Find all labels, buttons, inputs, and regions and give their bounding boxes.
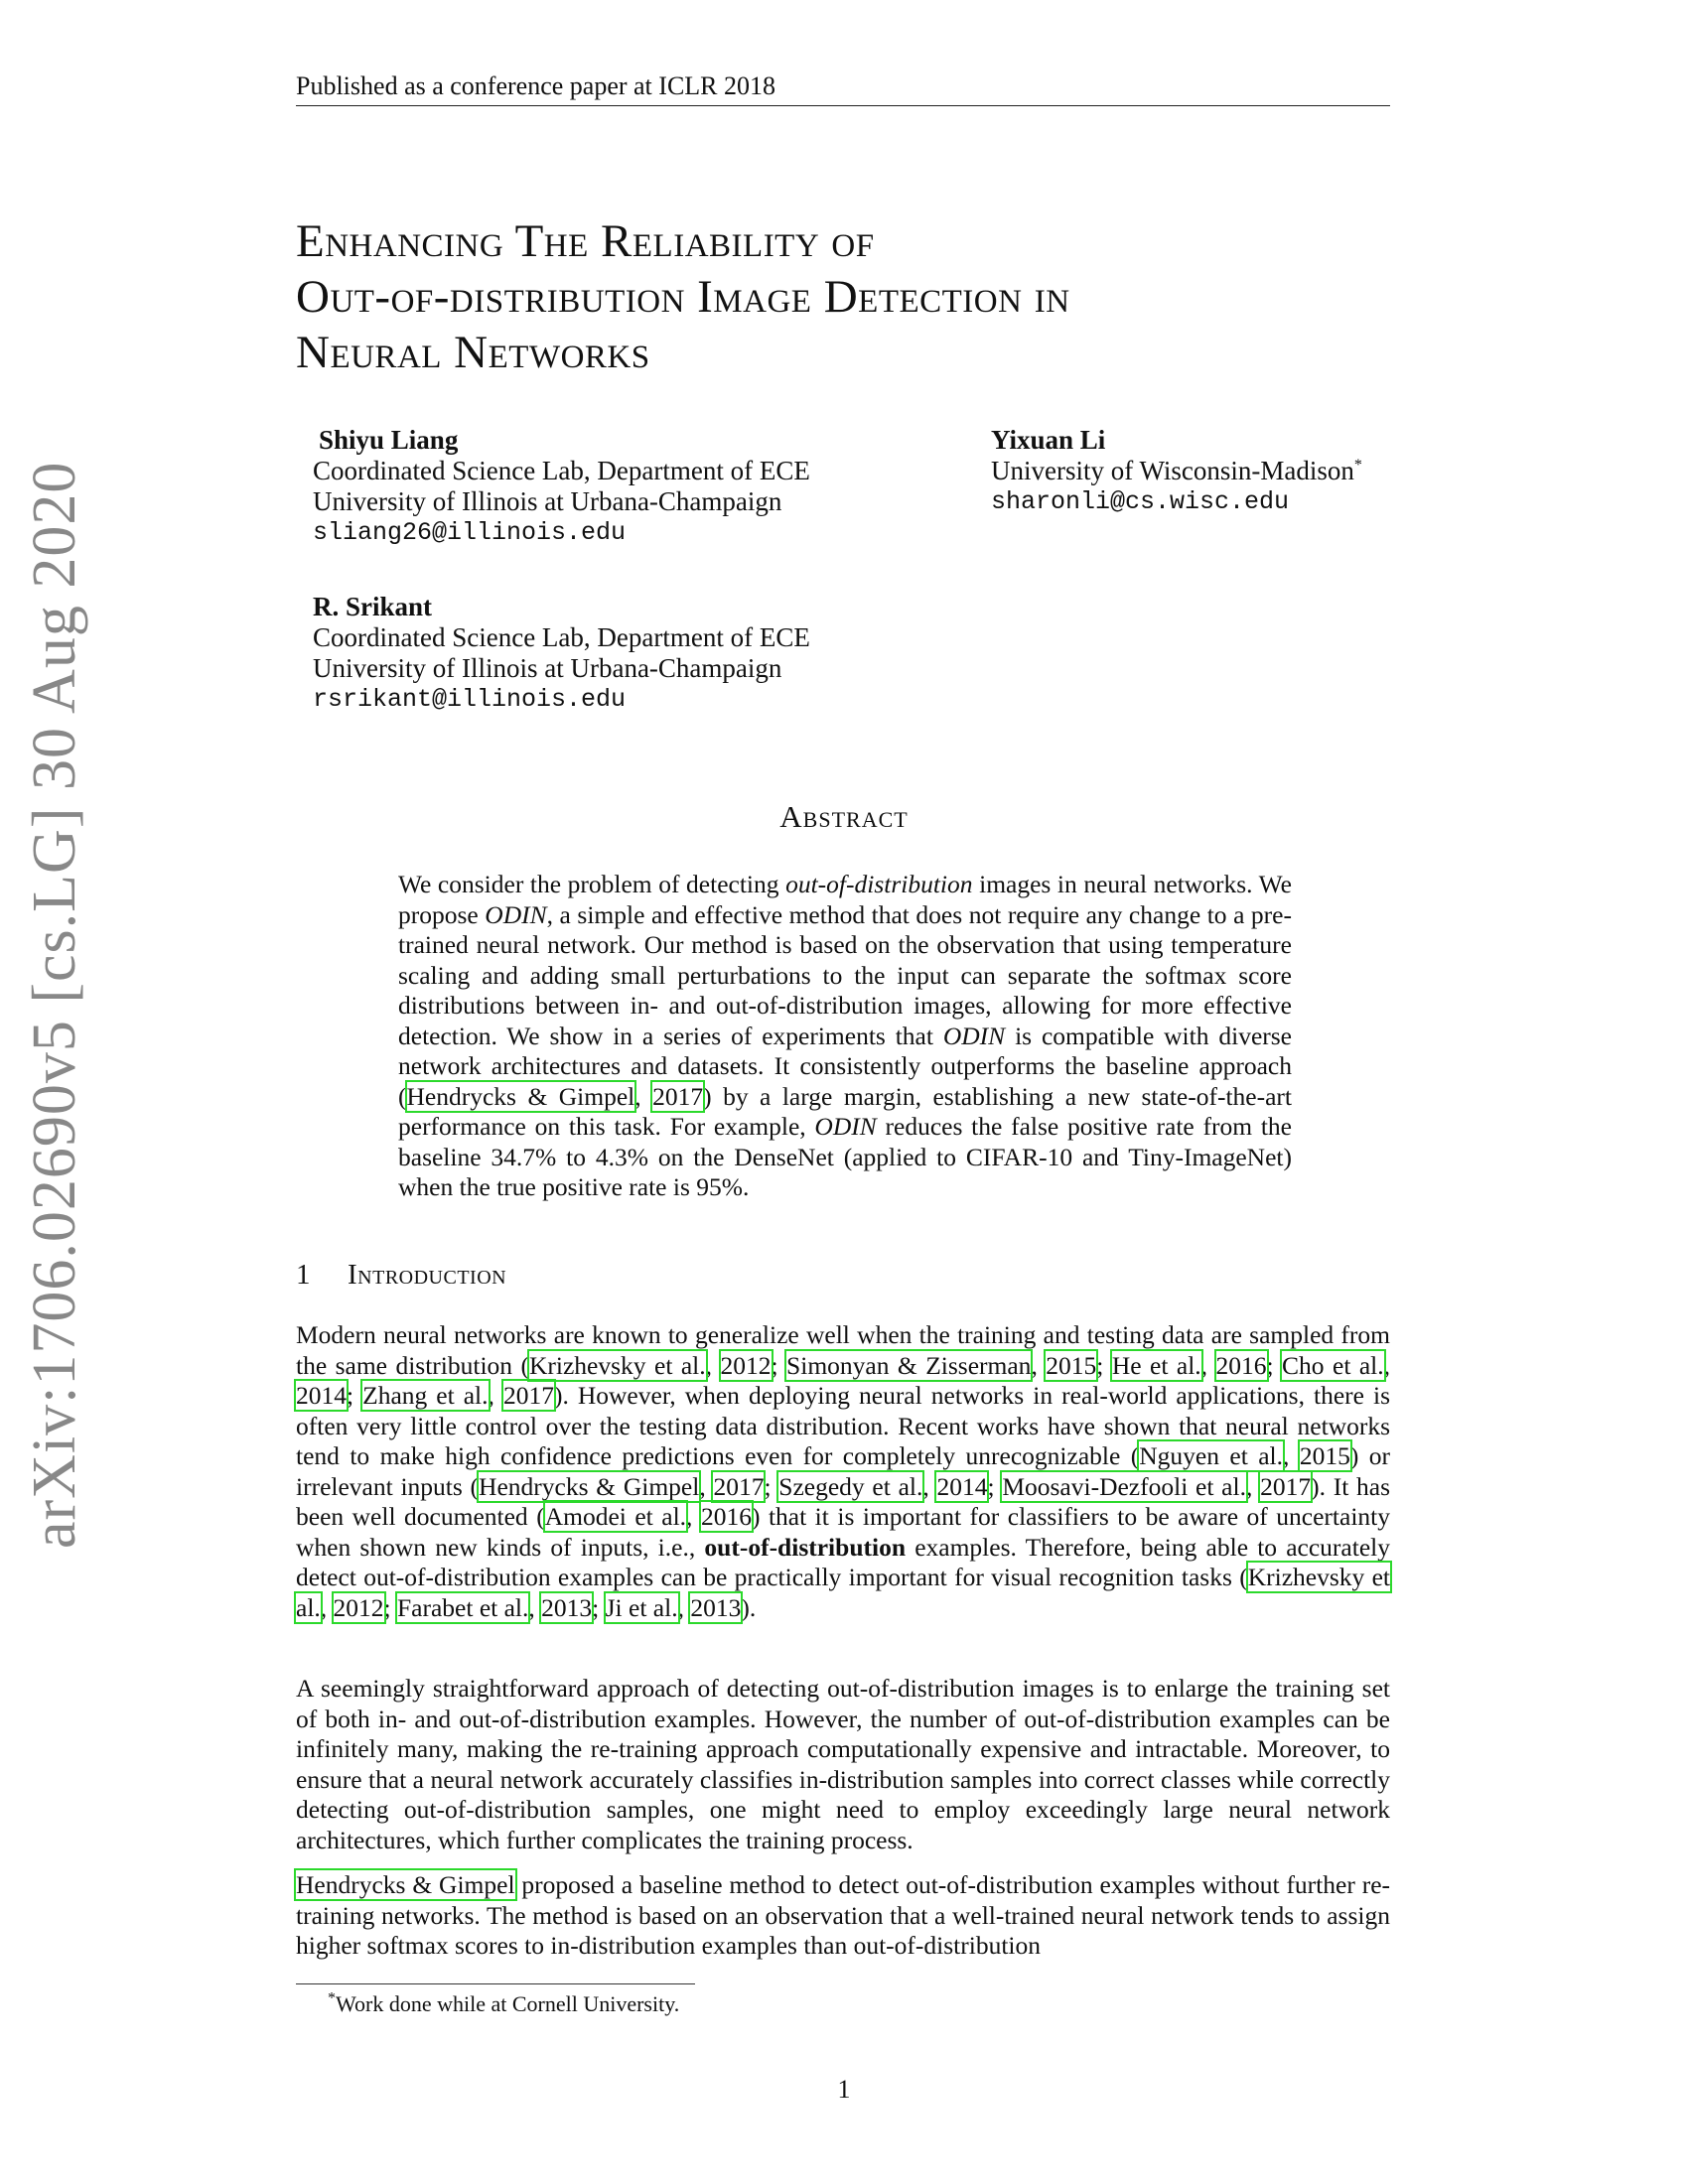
footnote-rule <box>296 1983 695 1984</box>
citation-link[interactable]: Moosavi-Dezfooli et al. <box>1002 1471 1246 1501</box>
author-name: Shiyu Liang <box>319 425 459 455</box>
footnote-marker[interactable]: * <box>1353 457 1362 474</box>
citation-link[interactable]: Simonyan & Zisserman <box>786 1350 1032 1380</box>
author-affiliation: Coordinated Science Lab, Department of ECE <box>313 622 810 652</box>
citation-link[interactable]: 2012 <box>333 1592 384 1622</box>
citation-link[interactable]: 2012 <box>720 1350 772 1380</box>
citation-link[interactable]: Ji et al. <box>605 1592 678 1622</box>
citation-link[interactable]: Hendrycks & Gimpel <box>406 1081 635 1111</box>
citation-link[interactable]: Szegedy et al. <box>778 1471 923 1501</box>
citation-link[interactable]: 2016 <box>700 1502 752 1531</box>
citation-link[interactable]: 2016 <box>1215 1350 1267 1380</box>
author-email[interactable]: sharonli@cs.wisc.edu <box>991 487 1290 516</box>
title-line-1: Enhancing The Reliability of <box>296 215 875 267</box>
abstract-body: We consider the problem of detecting out-of-distribution images in neural networks. We propose ODIN, a simple and effective method that does not require any change to a pre-trained neural network. Our method is based on the observation that using temperature scaling and adding small perturbations to the input can separate the softmax score distributions between in- and out-of-distribution images, allowing for more effective detection. We show in a series of experiments that ODIN is compatible with diverse network architectures and datasets. It consistently outperforms the baseline approach (Hendrycks & Gimpel, 2017) by a large margin, establishing a new state-of-the-art performance on this task. For example, ODIN reduces the false positive rate from the baseline 34.7% to 4.3% on the DenseNet (applied to CIFAR-10 and Tiny-ImageNet) when the true positive rate is 95%. <box>398 870 1293 1201</box>
author-name: R. Srikant <box>313 592 433 621</box>
citation-link[interactable]: 2017 <box>1260 1471 1312 1501</box>
author-affiliation: University of Illinois at Urbana-Champaign <box>313 653 782 683</box>
citation-link[interactable]: 2017 <box>652 1081 704 1111</box>
author-email[interactable]: sliang26@illinois.edu <box>313 518 627 547</box>
citation-link[interactable]: 2013 <box>541 1592 593 1622</box>
footnote-marker: * <box>328 1989 336 2007</box>
citation-link[interactable]: 2015 <box>1046 1350 1097 1380</box>
citation-link[interactable]: 2014 <box>296 1381 347 1410</box>
title-line-2: Out-of-distribution Image Detection in <box>296 271 1070 323</box>
paper-title <box>296 213 1390 380</box>
citation-link[interactable]: Zhang et al. <box>362 1381 489 1410</box>
title-line-3: Neural Networks <box>296 327 650 378</box>
section-heading-introduction: 1 Introduction <box>296 1259 507 1291</box>
author-affiliation: University of Illinois at Urbana-Champaign <box>313 486 782 516</box>
running-header: Published as a conference paper at ICLR 2018 <box>296 69 1390 106</box>
page-number: 1 <box>837 2075 851 2104</box>
citation-link[interactable]: Amodei et al. <box>544 1502 687 1531</box>
intro-paragraph-1: Modern neural networks are known to generalize well when the training and testing data are sampled from the same distribution (Krizhevsky et al., 2012; Simonyan & Zisserman, 2015; He et al., 2016; Cho et al., 2014; Zhang et al., 2017). However, when deploying neural networks in real-world applications, there is often very little control over the testing data distribution. Recent works have shown that neural networks tend to make high confidence predictions even for completely unrecognizable (Nguyen et al., 2015) or irrelevant inputs (Hendrycks & Gimpel, 2017; Szegedy et al., 2014; Moosavi-Dezfooli et al., 2017). It has been well documented (Amodei et al., 2016) that it is important for classifiers to be aware of uncertainty when shown new kinds of inputs, i.e., out-of-distribution examples. Therefore, being able to accurately detect out-of-distribution examples can be practically important for visual recognition tasks (Krizhevsky et al., 2012; Farabet et al., 2013; Ji et al., 2013). <box>296 1320 1391 1622</box>
citation-link[interactable]: 2017 <box>502 1381 554 1410</box>
intro-paragraph-2: A seemingly straightforward approach of detecting out-of-distribution images is to enlarge the training set of both in- and out-of-distribution examples. However, the number of out-of-distribution examples can be infinitely many, making the re-training approach computationally expensive and intractable. Moreover, to ensure that a neural network accurately classifies in-distribution samples into correct classes while correctly detecting out-of-distribution samples, one might need to employ exceedingly large neural network architectures, which further complicates the training process. <box>296 1674 1390 1854</box>
author-email[interactable]: rsrikant@illinois.edu <box>313 685 627 714</box>
citation-link[interactable]: 2013 <box>690 1592 742 1622</box>
citation-link[interactable]: Farabet et al. <box>397 1592 529 1622</box>
citation-link[interactable]: Hendrycks & Gimpel <box>479 1471 700 1501</box>
citation-link[interactable]: Krizhevsky et al. <box>529 1350 706 1380</box>
author-affiliation: University of Wisconsin-Madison* <box>991 456 1362 485</box>
author-affiliation: Coordinated Science Lab, Department of ECE <box>313 456 810 485</box>
citation-link[interactable]: 2014 <box>936 1471 988 1501</box>
author-block-li <box>991 425 1362 517</box>
citation-link[interactable]: Krizhevsky et al. <box>296 1563 1390 1622</box>
citation-link[interactable]: Hendrycks & Gimpel <box>296 1870 515 1899</box>
author-block-srikant <box>313 592 810 715</box>
citation-link[interactable]: Cho et al. <box>1282 1350 1384 1380</box>
author-name: Yixuan Li <box>991 425 1106 455</box>
footnote: *Work done while at Cornell University. <box>328 1989 680 2016</box>
intro-paragraph-3: Hendrycks & Gimpel proposed a baseline method to detect out-of-distribution examples without further re-training networks. The method is based on an observation that a well-trained neural network tends to assign higher softmax scores to in-distribution examples than out-of-distribution <box>296 1870 1390 1960</box>
abstract-heading: Abstract <box>779 799 909 834</box>
author-block-liang <box>313 425 810 548</box>
citation-link[interactable]: Nguyen et al. <box>1139 1441 1284 1470</box>
citation-link[interactable]: He et al. <box>1111 1350 1201 1380</box>
citation-link[interactable]: 2015 <box>1299 1441 1350 1470</box>
arxiv-stamp: arXiv:1706.02690v5 [cs.LG] 30 Aug 2020 <box>21 461 88 1549</box>
citation-link[interactable]: 2017 <box>713 1471 765 1501</box>
